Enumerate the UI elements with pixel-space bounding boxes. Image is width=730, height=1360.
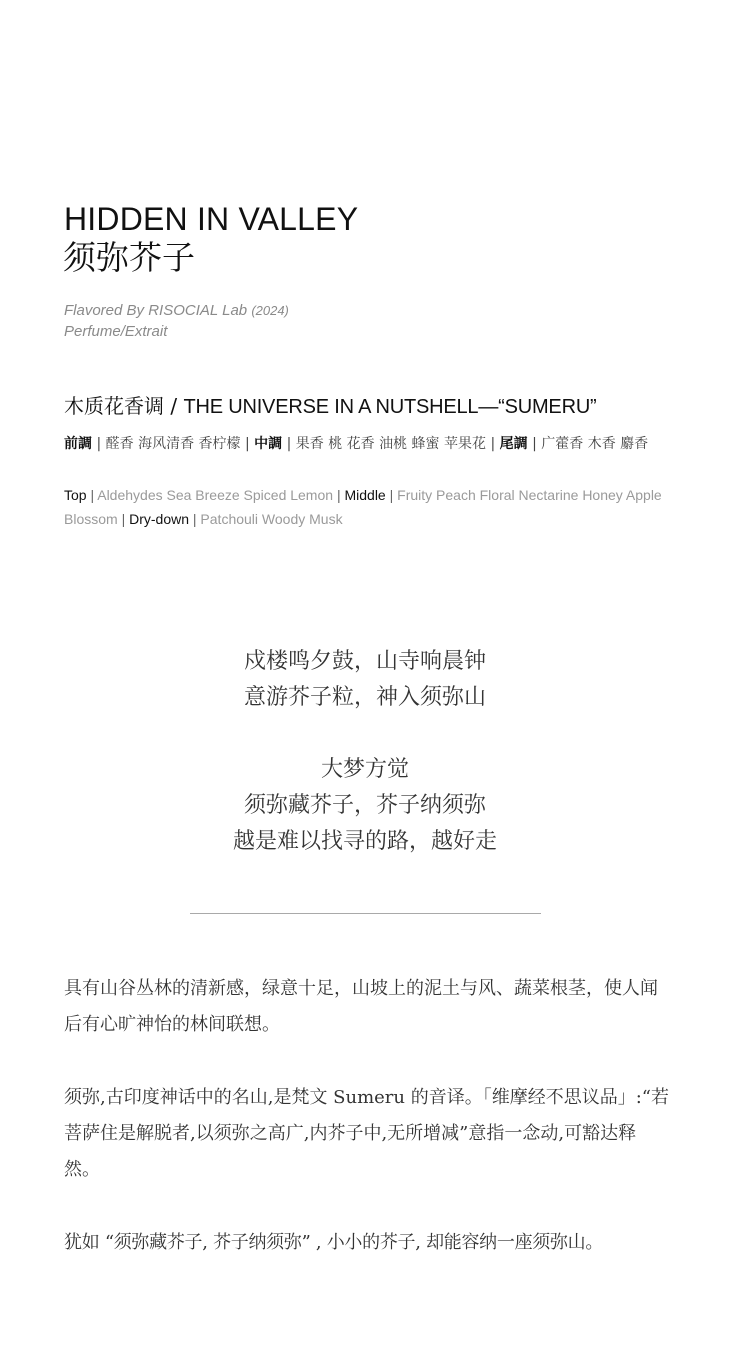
poem-line: 须弥藏芥子，芥子纳须弥 (243, 793, 486, 818)
credit-line (64, 301, 289, 321)
top-notes-en: Aldehydes Sea Breeze Spiced Lemon (94, 487, 337, 503)
product-type: Perfume/Extrait (64, 323, 168, 340)
title-chinese: 须弥芥子 (63, 238, 195, 277)
title-english: HIDDEN IN VALLEY (64, 201, 359, 237)
middle-notes-label-en: Middle (344, 487, 386, 503)
scent-family-chinese: 木质花香调 / (64, 394, 184, 418)
notes-english (64, 483, 664, 531)
middle-notes-zh: | 果香 桃 花香 油桃 蜂蜜 苹果花 | (282, 436, 500, 452)
scent-family-english: THE UNIVERSE IN A NUTSHELL—“SUMERU” (183, 396, 597, 418)
description-paragraph: 须弥,古印度神话中的名山,是梵文 Sumeru 的音译。「维摩经不思议品」:“若菩萨住是解脱者,以须弥之高广,内芥子中,无所增减”意指一念动,可豁达释然。 (64, 1087, 669, 1180)
poem-line: 意游芥子粒，神入须弥山 (243, 685, 486, 710)
poem-line: 大梦方觉 (320, 757, 409, 782)
notes-separator: | (90, 487, 95, 503)
base-notes-label-en: Dry-down (129, 511, 190, 527)
poem-stanza-1 (0, 644, 730, 716)
notes-separator: | (336, 487, 341, 503)
middle-notes-label-zh: 中調 (254, 436, 283, 452)
base-notes-label-zh: 尾調 (499, 436, 528, 452)
poem-stanza-2 (0, 752, 730, 860)
top-notes-label-en: Top (64, 487, 87, 503)
top-notes-label-zh: 前調 (64, 436, 92, 452)
poem-line: 越是难以找寻的路，越好走 (232, 829, 497, 854)
scent-family-heading (64, 392, 597, 423)
section-divider (190, 913, 541, 914)
middle-notes-en: Fruity Peach Floral Nectarine Honey Apple Blossom (64, 487, 662, 527)
description-paragraph: 犹如 “须弥藏芥子, 芥子纳须弥” , 小小的芥子, 却能容纳一座须弥山。 (64, 1232, 604, 1253)
credit-text: Flavored By RISOCIAL Lab (64, 302, 252, 319)
notes-chinese (64, 428, 674, 460)
notes-separator: | (121, 511, 126, 527)
description-paragraph: 具有山谷丛林的清新感，绿意十足，山坡上的泥土与风、蔬菜根茎，使人闻后有心旷神怡的林间联想。 (64, 978, 658, 1035)
base-notes-en: Patchouli Woody Musk (196, 511, 343, 527)
notes-separator: | (192, 511, 197, 527)
poem-line: 戍楼鸣夕鼓，山寺响晨钟 (243, 649, 486, 674)
top-notes-zh: | 醛香 海风清香 香柠檬 | (92, 436, 255, 452)
notes-separator: | (389, 487, 394, 503)
base-notes-zh: | 广藿香 木香 麝香 (527, 436, 649, 452)
credit-year: (2024) (251, 303, 289, 318)
